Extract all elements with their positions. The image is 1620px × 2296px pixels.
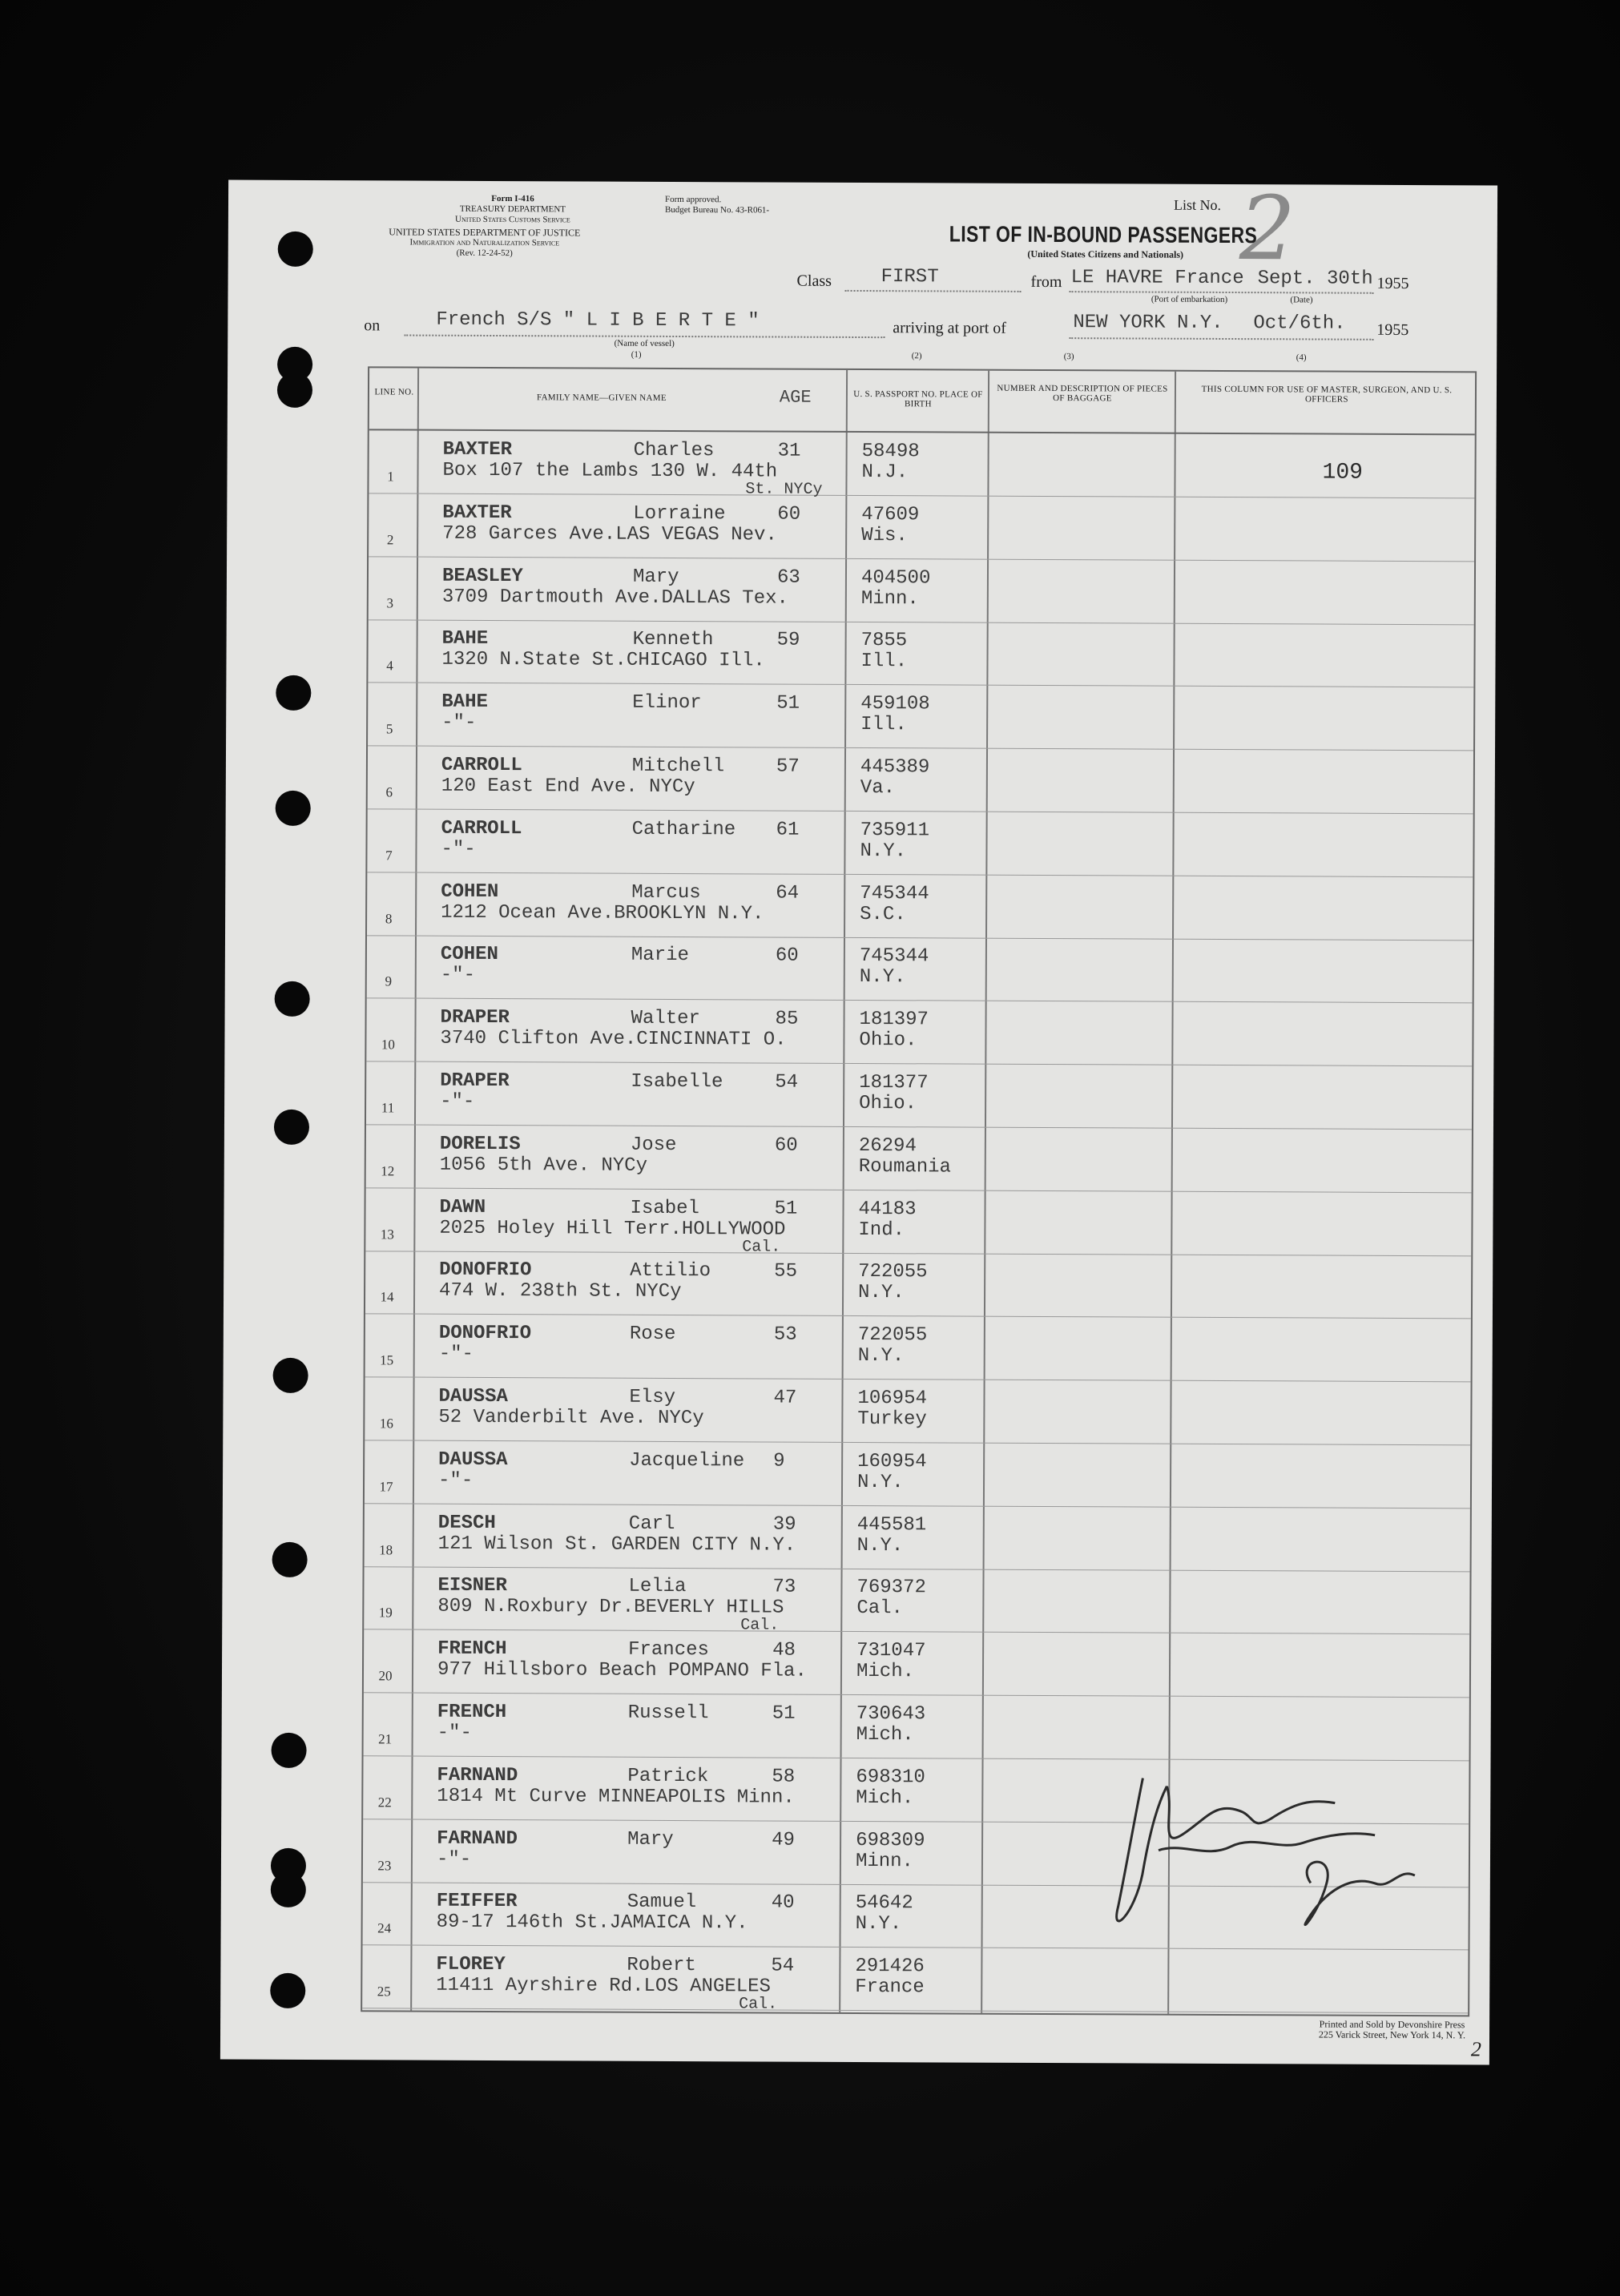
family-name: DORELIS bbox=[439, 1133, 521, 1155]
table-row bbox=[365, 1315, 1471, 1383]
place-of-birth: Mich. bbox=[856, 1786, 914, 1810]
family-name: DESCH bbox=[437, 1512, 496, 1534]
place-of-birth: N.Y. bbox=[856, 1471, 904, 1494]
family-name: COHEN bbox=[441, 880, 499, 903]
line-number: 2 bbox=[386, 532, 394, 548]
passport-number: 291426 bbox=[855, 1956, 925, 1978]
line-number: 16 bbox=[379, 1416, 393, 1432]
line-number: 15 bbox=[380, 1352, 394, 1368]
passport-number: 445389 bbox=[860, 756, 930, 779]
age: 51 bbox=[776, 692, 800, 715]
address: 728 Garces Ave.LAS VEGAS Nev. bbox=[442, 522, 777, 546]
age: 48 bbox=[772, 1639, 796, 1662]
place-of-birth: Ill. bbox=[860, 714, 907, 736]
passport-number: 745344 bbox=[859, 945, 929, 968]
place-of-birth: Ohio. bbox=[859, 1029, 917, 1052]
given-name: Mary bbox=[627, 1828, 674, 1851]
age: 58 bbox=[772, 1766, 796, 1788]
punch-hole bbox=[277, 373, 312, 408]
given-name: Mary bbox=[632, 566, 679, 588]
table-row bbox=[365, 1440, 1470, 1509]
arrival-date: Oct/6th. bbox=[1253, 312, 1346, 335]
arrival-port: NEW YORK N.Y. bbox=[1073, 312, 1223, 334]
passport-number: 26294 bbox=[858, 1134, 917, 1158]
address: 1320 N.State St.CHICAGO Ill. bbox=[441, 649, 765, 672]
family-name: DONOFRIO bbox=[438, 1322, 532, 1345]
given-name: Lorraine bbox=[633, 502, 726, 526]
arrival-line bbox=[1069, 337, 1373, 340]
handwritten-signature bbox=[1110, 1754, 1448, 1948]
address: 52 Vanderbilt Ave. NYCy bbox=[438, 1406, 704, 1430]
age: 51 bbox=[774, 1198, 798, 1220]
place-of-birth: Wis. bbox=[861, 524, 908, 547]
family-name: CARROLL bbox=[441, 754, 522, 777]
arriving-label: arriving at port of bbox=[893, 319, 1006, 337]
table-row bbox=[366, 999, 1472, 1067]
address-continued: St. NYCy bbox=[745, 480, 823, 499]
passport-number: 722055 bbox=[857, 1324, 928, 1347]
given-name: Marie bbox=[631, 945, 689, 967]
line-number: 9 bbox=[385, 973, 393, 989]
caption-3: (3) bbox=[1063, 352, 1074, 362]
address: 3740 Clifton Ave.CINCINNATI O. bbox=[440, 1027, 787, 1051]
officer-note: 109 bbox=[1322, 460, 1364, 485]
age: 54 bbox=[775, 1071, 799, 1094]
line-number: 10 bbox=[381, 1037, 395, 1053]
place-of-birth: N.J. bbox=[861, 461, 909, 484]
passport-number: 745344 bbox=[860, 882, 929, 904]
table-row bbox=[366, 1125, 1472, 1193]
family-name: EISNER bbox=[437, 1575, 507, 1597]
given-name: Lelia bbox=[628, 1576, 687, 1598]
given-name: Kenneth bbox=[632, 629, 714, 651]
age: 57 bbox=[776, 755, 800, 778]
line-number: 4 bbox=[386, 658, 393, 674]
address: -"- bbox=[437, 1722, 472, 1744]
age: 51 bbox=[772, 1702, 796, 1725]
address: -"- bbox=[437, 1469, 474, 1492]
from-label: from bbox=[1030, 272, 1062, 292]
address: 11411 Ayrshire Rd.LOS ANGELES bbox=[436, 1974, 772, 1998]
table-header bbox=[369, 368, 1475, 435]
age: 39 bbox=[772, 1513, 796, 1536]
age: 60 bbox=[775, 945, 799, 968]
document-title: LIST OF IN-BOUND PASSENGERS bbox=[949, 221, 1258, 248]
family-name: FEIFFER bbox=[436, 1891, 518, 1913]
vessel-name: French S/S " L I B E R T E " bbox=[436, 308, 760, 332]
table-row bbox=[368, 683, 1473, 751]
address: -"- bbox=[441, 711, 477, 735]
document-subtitle: (United States Citizens and Nationals) bbox=[1027, 248, 1184, 260]
place-of-birth: Ind. bbox=[858, 1218, 905, 1241]
place-of-birth: N.Y. bbox=[855, 1913, 902, 1935]
table-row bbox=[368, 746, 1473, 814]
address: -"- bbox=[440, 1090, 475, 1113]
passport-number: 7855 bbox=[860, 630, 908, 652]
header-line-no: LINE NO. bbox=[374, 387, 414, 397]
passport-number: 722055 bbox=[858, 1261, 928, 1283]
from-date: Sept. 30th bbox=[1257, 268, 1373, 290]
age: 63 bbox=[776, 566, 800, 589]
passport-number: 769372 bbox=[856, 1577, 926, 1599]
given-name: Frances bbox=[628, 1638, 710, 1662]
given-name: Attilio bbox=[630, 1260, 711, 1283]
place-of-birth: Minn. bbox=[855, 1850, 914, 1872]
age: 54 bbox=[771, 1955, 795, 1977]
place-of-birth: Mich. bbox=[856, 1661, 915, 1683]
passport-number: 730643 bbox=[856, 1702, 926, 1726]
address: 977 Hillsboro Beach POMPANO Fla. bbox=[437, 1658, 807, 1682]
family-name: DRAPER bbox=[440, 1006, 510, 1029]
table-row bbox=[367, 936, 1473, 1004]
place-of-birth: Minn. bbox=[860, 587, 919, 610]
vessel-caption: (Name of vessel) bbox=[614, 338, 675, 348]
place-of-birth: N.Y. bbox=[860, 840, 907, 863]
age: 85 bbox=[775, 1008, 799, 1030]
line-number: 23 bbox=[377, 1857, 392, 1874]
header-baggage: NUMBER AND DESCRIPTION OF PIECES OF BAGGAGE bbox=[997, 383, 1168, 404]
line-number: 5 bbox=[385, 721, 393, 737]
punch-hole bbox=[271, 1872, 306, 1907]
address: 474 W. 238th St. NYCy bbox=[439, 1280, 682, 1303]
address: 1814 Mt Curve MINNEAPOLIS Minn. bbox=[437, 1785, 795, 1809]
line-number: 12 bbox=[381, 1163, 395, 1179]
address-continued: Cal. bbox=[740, 1616, 780, 1635]
address: 1212 Ocean Ave.BROOKLYN N.Y. bbox=[441, 901, 764, 925]
punch-hole bbox=[276, 675, 311, 711]
punch-hole bbox=[271, 1733, 306, 1768]
age: 40 bbox=[771, 1891, 795, 1915]
header-age: AGE bbox=[779, 387, 812, 408]
printer-imprint: Printed and Sold by Devonshire Press 225 Varick Street, New York 14, N. Y. bbox=[1318, 2018, 1466, 2041]
family-name: FARNAND bbox=[437, 1764, 518, 1786]
table-row bbox=[364, 1693, 1469, 1761]
passport-number: 404500 bbox=[860, 566, 931, 589]
given-name: Jacqueline bbox=[629, 1449, 745, 1472]
list-no-label: List No. bbox=[1173, 196, 1222, 213]
place-of-birth: N.Y. bbox=[859, 966, 906, 989]
line-number: 18 bbox=[379, 1541, 393, 1558]
place-of-birth: France bbox=[855, 1976, 925, 1999]
passport-number: 735911 bbox=[860, 819, 930, 842]
given-name: Samuel bbox=[627, 1891, 697, 1914]
class-line bbox=[845, 290, 1022, 292]
age: 59 bbox=[776, 629, 800, 652]
caption-2: (2) bbox=[911, 351, 922, 361]
place-of-birth: Mich. bbox=[856, 1723, 914, 1746]
passport-number: 44183 bbox=[858, 1198, 917, 1220]
address: 2025 Holey Hill Terr.HOLLYWOOD bbox=[439, 1217, 786, 1241]
address: 89-17 146th St.JAMAICA N.Y. bbox=[436, 1911, 748, 1935]
family-name: FRENCH bbox=[437, 1701, 507, 1724]
class-label: Class bbox=[796, 272, 832, 290]
age: 31 bbox=[777, 440, 801, 462]
place-of-birth: Turkey bbox=[857, 1408, 927, 1431]
place-of-birth: Ill. bbox=[860, 651, 908, 673]
address: Box 107 the Lambs 130 W. 44th bbox=[442, 459, 778, 483]
age: 73 bbox=[772, 1576, 796, 1599]
given-name: Elsy bbox=[629, 1386, 676, 1409]
line-number: 6 bbox=[385, 784, 393, 800]
given-name: Mitchell bbox=[631, 755, 725, 778]
table-row bbox=[364, 1567, 1469, 1635]
line-number: 3 bbox=[386, 595, 394, 611]
class-value: FIRST bbox=[881, 266, 939, 288]
place-of-birth: Cal. bbox=[856, 1597, 904, 1620]
address: 120 East End Ave. NYCy bbox=[441, 775, 695, 799]
given-name: Patrick bbox=[627, 1765, 709, 1787]
passport-number: 47609 bbox=[861, 503, 920, 526]
punch-hole bbox=[273, 1358, 308, 1393]
address: 3709 Dartmouth Ave.DALLAS Tex. bbox=[441, 586, 788, 610]
punch-hole bbox=[278, 232, 313, 267]
table-row bbox=[367, 872, 1473, 941]
passport-number: 106954 bbox=[857, 1387, 927, 1410]
given-name: Rose bbox=[629, 1323, 676, 1346]
place-of-birth: N.Y. bbox=[858, 1282, 905, 1304]
given-name: Jose bbox=[630, 1134, 677, 1156]
manifest-page bbox=[220, 177, 1497, 2065]
age: 55 bbox=[774, 1260, 798, 1283]
caption-1: (1) bbox=[631, 349, 642, 360]
family-name: FRENCH bbox=[437, 1637, 507, 1661]
age: 60 bbox=[777, 503, 801, 526]
header-officers: THIS COLUMN FOR USE OF MASTER, SURGEON, AND U. S. OFFICERS bbox=[1201, 384, 1453, 405]
family-name: CARROLL bbox=[441, 817, 522, 840]
port-embarkation-caption: (Port of embarkation) bbox=[1151, 294, 1228, 304]
given-name: Carl bbox=[628, 1513, 675, 1535]
punch-hole bbox=[272, 1542, 308, 1577]
place-of-birth: Ohio. bbox=[859, 1093, 917, 1115]
age: 64 bbox=[776, 882, 800, 904]
given-name: Isabelle bbox=[631, 1070, 723, 1094]
given-name: Russell bbox=[627, 1702, 709, 1725]
age: 49 bbox=[772, 1829, 795, 1851]
given-name: Elinor bbox=[632, 691, 702, 715]
address: -"- bbox=[438, 1343, 474, 1366]
table-row bbox=[367, 809, 1473, 877]
table-row bbox=[362, 1945, 1468, 2013]
family-name: BAXTER bbox=[442, 438, 513, 461]
passport-number: 445581 bbox=[856, 1513, 927, 1536]
table-row bbox=[369, 493, 1474, 562]
line-number: 21 bbox=[378, 1731, 393, 1747]
family-name: DAWN bbox=[439, 1196, 486, 1218]
given-name: Walter bbox=[631, 1007, 701, 1030]
place-of-birth: Va. bbox=[860, 777, 896, 800]
line-number: 11 bbox=[381, 1100, 395, 1116]
place-of-birth: N.Y. bbox=[857, 1345, 905, 1368]
line-number: 13 bbox=[380, 1226, 394, 1243]
family-name: DAUSSA bbox=[438, 1448, 508, 1471]
table-row bbox=[365, 1504, 1470, 1572]
table-row bbox=[366, 1061, 1472, 1130]
page-number: 2 bbox=[1470, 2037, 1482, 2061]
punch-hole bbox=[270, 1973, 305, 2008]
year-1: 1955 bbox=[1376, 274, 1409, 292]
age: 60 bbox=[774, 1134, 798, 1157]
family-name: BEASLEY bbox=[441, 565, 523, 587]
age: 47 bbox=[773, 1387, 797, 1409]
line-number: 20 bbox=[378, 1668, 393, 1684]
given-name: Charles bbox=[633, 439, 715, 462]
passport-number: 181397 bbox=[859, 1009, 929, 1031]
address: -"- bbox=[441, 838, 476, 860]
on-label: on bbox=[364, 316, 381, 335]
address: 809 N.Roxbury Dr.BEVERLY HILLS bbox=[437, 1596, 784, 1619]
given-name: Catharine bbox=[631, 818, 736, 841]
address-continued: Cal. bbox=[739, 1995, 778, 2014]
table-row bbox=[369, 557, 1474, 625]
header-name: FAMILY NAME—GIVEN NAME bbox=[536, 393, 667, 403]
age: 9 bbox=[773, 1450, 785, 1472]
passport-number: 698310 bbox=[856, 1766, 925, 1789]
punch-hole bbox=[275, 981, 310, 1017]
passport-number: 181377 bbox=[859, 1072, 929, 1094]
family-name: BAHE bbox=[441, 691, 488, 714]
table-row bbox=[365, 1377, 1470, 1445]
list-no-value: 2 bbox=[1239, 177, 1296, 280]
line-number: 1 bbox=[387, 469, 394, 485]
passport-number: 698309 bbox=[856, 1829, 925, 1851]
passport-number: 54642 bbox=[855, 1892, 913, 1915]
punch-hole bbox=[274, 1110, 309, 1145]
family-name: FLOREY bbox=[436, 1953, 506, 1976]
family-name: DONOFRIO bbox=[439, 1259, 532, 1282]
line-number: 17 bbox=[379, 1479, 393, 1495]
passport-number: 58498 bbox=[861, 441, 920, 463]
vessel-line bbox=[404, 335, 885, 339]
passport-number: 160954 bbox=[857, 1450, 927, 1473]
header-passport: U. S. PASSPORT NO. PLACE OF BIRTH bbox=[853, 389, 983, 409]
passport-number: 459108 bbox=[860, 693, 930, 715]
table-row bbox=[365, 1188, 1471, 1256]
address: -"- bbox=[440, 965, 476, 987]
from-port: LE HAVRE France bbox=[1070, 267, 1244, 290]
family-name: FARNAND bbox=[437, 1827, 518, 1850]
date-caption: (Date) bbox=[1290, 295, 1313, 305]
family-name: BAHE bbox=[441, 628, 489, 651]
line-number: 25 bbox=[377, 1984, 391, 2000]
line-number: 7 bbox=[385, 848, 393, 864]
family-name: BAXTER bbox=[442, 501, 512, 524]
form-approval: Form approved. Budget Bureau No. 43-R061- bbox=[664, 194, 770, 216]
address-continued: Cal. bbox=[742, 1237, 781, 1257]
line-number: 22 bbox=[377, 1795, 392, 1811]
form-header-justice: UNITED STATES DEPARTMENT OF JUSTICE Immigration and Naturalization Service (Rev. 12-24-52) bbox=[389, 226, 581, 259]
punch-hole bbox=[276, 791, 311, 826]
place-of-birth: Roumania bbox=[858, 1155, 952, 1178]
table-row bbox=[364, 1629, 1469, 1698]
family-name: COHEN bbox=[440, 944, 498, 966]
line-number: 19 bbox=[378, 1605, 393, 1621]
address: 1056 5th Ave. NYCy bbox=[439, 1154, 648, 1177]
address: 121 Wilson St. GARDEN CITY N.Y. bbox=[437, 1533, 796, 1557]
family-name: DAUSSA bbox=[438, 1385, 508, 1408]
form-header-left: Form I-416 TREASURY DEPARTMENT United States Customs Service bbox=[455, 193, 570, 225]
given-name: Robert bbox=[627, 1954, 696, 1977]
age: 53 bbox=[773, 1323, 797, 1346]
given-name: Marcus bbox=[631, 881, 701, 904]
table-row bbox=[369, 430, 1474, 498]
place-of-birth: N.Y. bbox=[856, 1534, 904, 1557]
place-of-birth: S.C. bbox=[860, 903, 906, 925]
given-name: Isabel bbox=[630, 1197, 700, 1219]
address: -"- bbox=[436, 1848, 472, 1871]
line-number: 14 bbox=[380, 1289, 394, 1305]
passport-number: 731047 bbox=[856, 1640, 926, 1662]
year-2: 1955 bbox=[1376, 320, 1409, 339]
line-number: 24 bbox=[377, 1920, 392, 1936]
age: 61 bbox=[776, 819, 800, 841]
line-number: 8 bbox=[385, 911, 393, 927]
from-line bbox=[1070, 291, 1374, 294]
caption-4: (4) bbox=[1296, 352, 1307, 363]
table-row bbox=[365, 1251, 1471, 1319]
table-row bbox=[368, 620, 1473, 688]
family-name: DRAPER bbox=[440, 1069, 510, 1093]
